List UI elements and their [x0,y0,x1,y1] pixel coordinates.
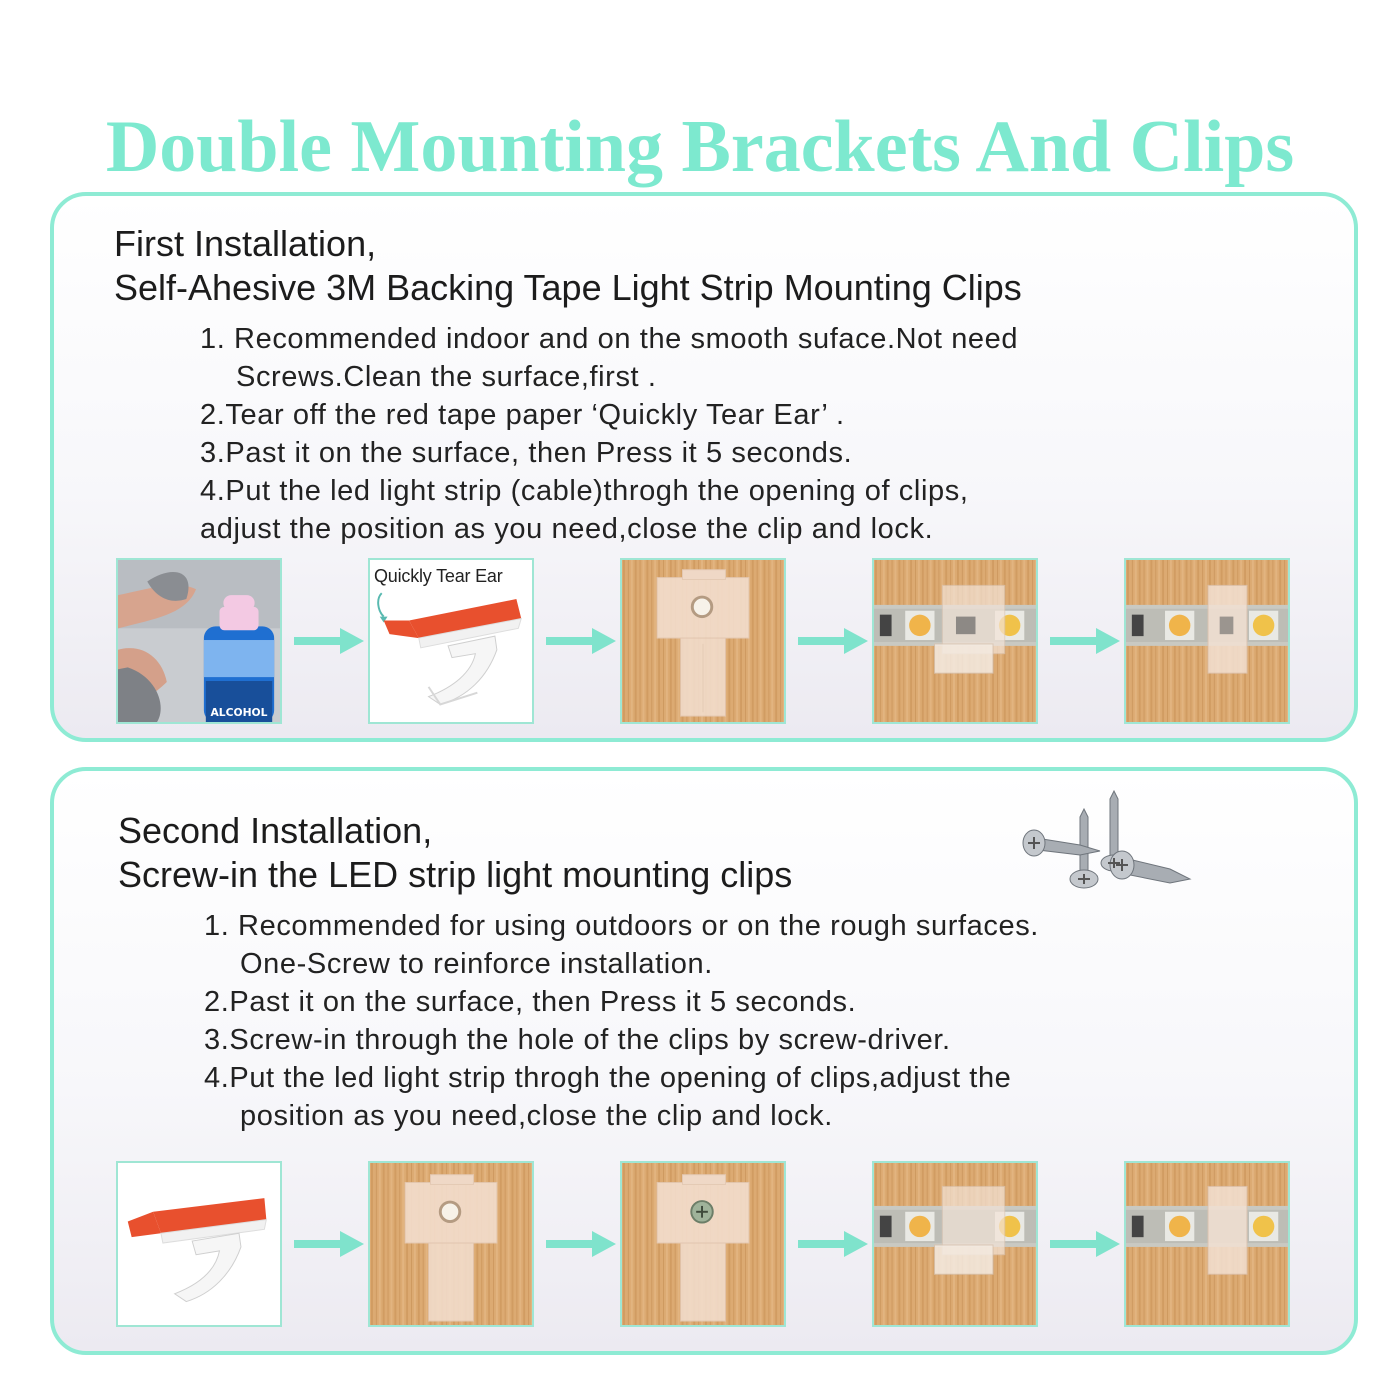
first-step-2 [200,396,1018,434]
arrow-icon [1050,1229,1120,1259]
second-step-4-line1: 4.Put the led light strip throgh the opening of clips,adjust the [204,1062,1012,1094]
first-heading-line1: First Installation, [114,223,377,264]
quickly-tear-ear-label: Quickly Tear Ear [374,566,503,586]
second-installation-heading [118,809,792,897]
first-step-1-line2: Screws.Clean the surface,first . [236,361,657,393]
second-steps-list [204,907,1039,1135]
arrow-icon [798,626,868,656]
first-step-3-line1: 3.Past it on the surface, then Press it 5 seconds. [200,437,853,469]
second-step-4 [204,1059,1039,1135]
arrow-icon [798,1229,868,1259]
screwed-clip-icon [620,1161,786,1327]
first-step-1 [200,320,1018,396]
alcohol-wipe-icon [116,558,282,724]
arrow-icon [1050,626,1120,656]
arrow-icon [546,1229,616,1259]
second-step-2-line1: 2.Past it on the surface, then Press it 5 seconds. [204,986,857,1018]
first-step-2-line1: 2.Tear off the red tape paper ‘Quickly Tear Ear’ . [200,399,845,431]
clip-on-wood-icon [368,1161,534,1327]
first-heading-line2: Self-Ahesive 3M Backing Tape Light Strip Mounting Clips [114,267,1022,308]
second-heading-line1: Second Installation, [118,810,433,851]
arrow-icon [294,1229,364,1259]
screws-icon [1020,787,1220,907]
arrow-icon [546,626,616,656]
arrow-icon [294,626,364,656]
first-step-1-line1: 1. Recommended indoor and on the smooth suface.Not need [200,323,1019,355]
first-installation-panel [50,192,1358,742]
first-step-4-line2: adjust the position as you need,close the clip and lock. [200,513,934,545]
first-image-row [116,558,1296,728]
second-step-4-line2: position as you need,close the clip and lock. [240,1100,833,1132]
second-step-3 [204,1021,1039,1059]
second-heading-line2: Screw-in the LED strip light mounting clips [118,854,793,895]
second-step-3-line1: 3.Screw-in through the hole of the clips by screw-driver. [204,1024,951,1056]
clip-on-wood-icon [620,558,786,724]
first-step-4-line1: 4.Put the led light strip (cable)throgh the opening of clips, [200,475,969,507]
second-step-1 [204,907,1039,983]
first-installation-heading [114,222,1022,310]
second-step-2 [204,983,1039,1021]
tape-clip-icon [116,1161,282,1327]
second-step-1-line2: One-Screw to reinforce installation. [240,948,713,980]
tape-clip-icon [368,558,534,724]
bottle-label: ALCOHOL [210,706,268,720]
locked-clip-icon [1124,558,1290,724]
strip-in-clip-icon [872,1161,1038,1327]
first-step-3 [200,434,1018,472]
second-step-1-line1: 1. Recommended for using outdoors or on the rough surfaces. [204,910,1039,942]
first-steps-list [200,320,1018,548]
second-installation-panel [50,767,1358,1355]
strip-in-clip-icon [872,558,1038,724]
second-image-row [116,1161,1296,1331]
first-step-4 [200,472,1018,548]
page-title: Double Mounting Brackets And Clips [105,105,1295,188]
locked-clip-icon [1124,1161,1290,1327]
